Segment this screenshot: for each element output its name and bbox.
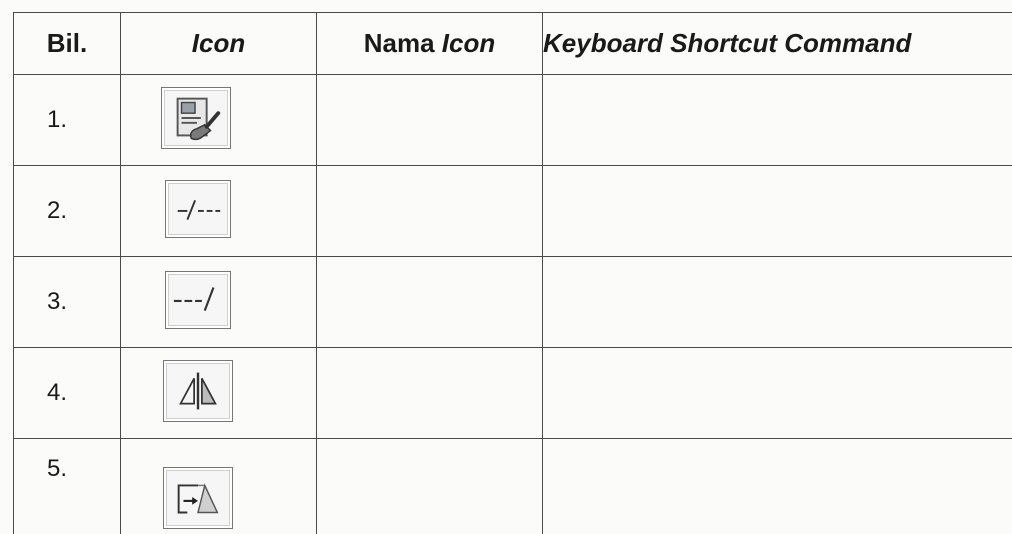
paint-brush-icon xyxy=(161,87,231,149)
table-row xyxy=(14,257,1012,348)
table-row xyxy=(14,348,1012,439)
row-number: 3. xyxy=(46,288,67,315)
icon-cell xyxy=(121,75,317,166)
icon-table xyxy=(13,12,1012,534)
extend-line-icon xyxy=(165,271,231,329)
shortcut-cell[interactable] xyxy=(543,348,1012,439)
move-icon xyxy=(163,467,233,529)
icon-cell xyxy=(121,166,317,257)
shortcut-cell[interactable] xyxy=(543,257,1012,348)
icon-cell xyxy=(121,348,317,439)
row-number: 4. xyxy=(46,379,67,406)
header-row xyxy=(14,13,1012,75)
row-number-cell xyxy=(14,257,121,348)
icon-name-cell[interactable] xyxy=(317,439,543,534)
table-row xyxy=(14,75,1012,166)
shortcut-cell[interactable] xyxy=(543,439,1012,534)
header-nama-icon xyxy=(317,13,543,75)
icon-cell xyxy=(121,439,317,534)
shortcut-cell[interactable] xyxy=(543,166,1012,257)
icon-name-cell[interactable] xyxy=(317,166,543,257)
break-at-point-icon xyxy=(165,180,231,238)
icon-cell xyxy=(121,257,317,348)
row-number: 5. xyxy=(46,455,67,482)
row-number-cell xyxy=(14,166,121,257)
header-keyboard-shortcut: Keyboard Shortcut Command xyxy=(543,13,1012,75)
mirror-icon xyxy=(163,360,233,422)
row-number: 1. xyxy=(46,106,67,133)
header-nama-prefix: Nama xyxy=(363,28,442,58)
icon-name-cell[interactable] xyxy=(317,257,543,348)
header-bil: Bil. xyxy=(14,13,121,75)
table-row xyxy=(14,166,1012,257)
shortcut-cell[interactable] xyxy=(543,75,1012,166)
icon-name-cell[interactable] xyxy=(317,348,543,439)
header-icon: Icon xyxy=(121,13,317,75)
icon-name-cell[interactable] xyxy=(317,75,543,166)
header-nama-icon-word: Icon xyxy=(441,28,496,58)
row-number-cell xyxy=(14,439,121,534)
table-row xyxy=(14,439,1012,534)
row-number-cell xyxy=(14,75,121,166)
row-number-cell xyxy=(14,348,121,439)
row-number: 2. xyxy=(46,197,67,224)
